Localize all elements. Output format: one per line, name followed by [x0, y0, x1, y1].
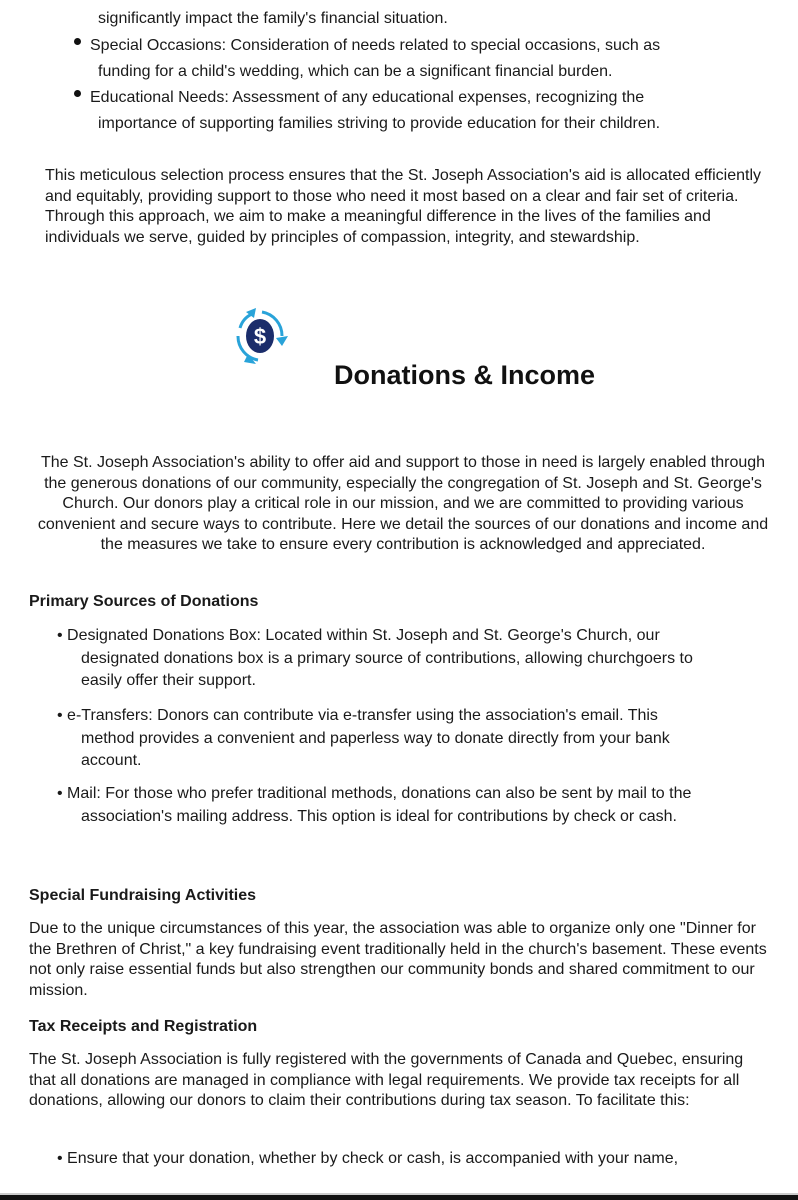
list-item-special-occasions-cont: funding for a child's wedding, which can be a significant financial burden.: [98, 63, 613, 80]
list-item-e-transfers: • e-Transfers: Donors can contribute via e-transfer using the association's email. This method provides a convenient and paperless way to donate directly from your bank account.: [57, 705, 777, 773]
tax-heading: Tax Receipts and Registration: [29, 1018, 258, 1035]
list-item-continuation: significantly impact the family's financial situation.: [98, 10, 448, 27]
bullet-icon: [74, 38, 81, 45]
list-item-tax-receipt: • Ensure that your donation, whether by check or cash, is accompanied with your name,: [57, 1148, 777, 1171]
tax-paragraph: The St. Joseph Association is fully registered with the governments of Canada and Quebec, ensuring that all donations are managed in compliance with legal requirements. We provide tax receipts for all donations, allowing our donors to claim their contributions during tax season. To facilitate this:: [29, 1051, 744, 1110]
selection-paragraph: This meticulous selection process ensures that the St. Joseph Association's aid is allocated efficiently and equitably, providing support to those who need it most based on a clear and fair set of criteria. Through this approach, we aim to make a meaningful difference in the lives of the families and individuals we serve, guided by principles of compassion, integrity, and stewardship.: [45, 167, 762, 246]
fundraising-paragraph: Due to the unique circumstances of this year, the association was able to organize only one "Dinner for the Brethren of Christ," a key fundraising event traditionally held in the church's basement. These events not only raise essential funds but also strengthen our community bonds and shared commitment to our mission.: [29, 920, 767, 999]
svg-text:$: $: [253, 324, 267, 349]
list-item-special-occasions: Special Occasions: Consideration of needs related to special occasions, such as: [90, 37, 661, 54]
list-item-educational-needs-cont: importance of supporting families striving to provide education for their children.: [98, 115, 661, 132]
primary-sources-heading: Primary Sources of Donations: [29, 593, 259, 610]
bullet-icon: [74, 90, 81, 97]
intro-paragraph: The St. Joseph Association's ability to offer aid and support to those in need is largely enabled through the generous donations of our community, especially the congregation of St. Joseph and St. George's Church. Our donors play a critical role in our mission, and we are committed to providing various convenient and secure ways to contribute. Here we detail the sources of our donations and income and the measures we take to ensure every contribution is acknowledged and appreciated.: [37, 454, 769, 554]
list-item-educational-needs: Educational Needs: Assessment of any educational expenses, recognizing the: [90, 89, 645, 106]
list-item-mail: • Mail: For those who prefer traditional methods, donations can also be sent by mail to the association's mailing address. This option is ideal for contributions by check or cash.: [57, 783, 777, 828]
list-item-donations-box: • Designated Donations Box: Located within St. Joseph and St. George's Church, our designated donations box is a primary source of contributions, allowing churchgoers to easily offer their support.: [57, 625, 777, 693]
bottom-bar: [0, 1195, 798, 1200]
section-title: Donations & Income: [334, 360, 596, 390]
fundraising-heading: Special Fundraising Activities: [29, 887, 257, 904]
dollar-cycle-icon: [232, 306, 288, 366]
